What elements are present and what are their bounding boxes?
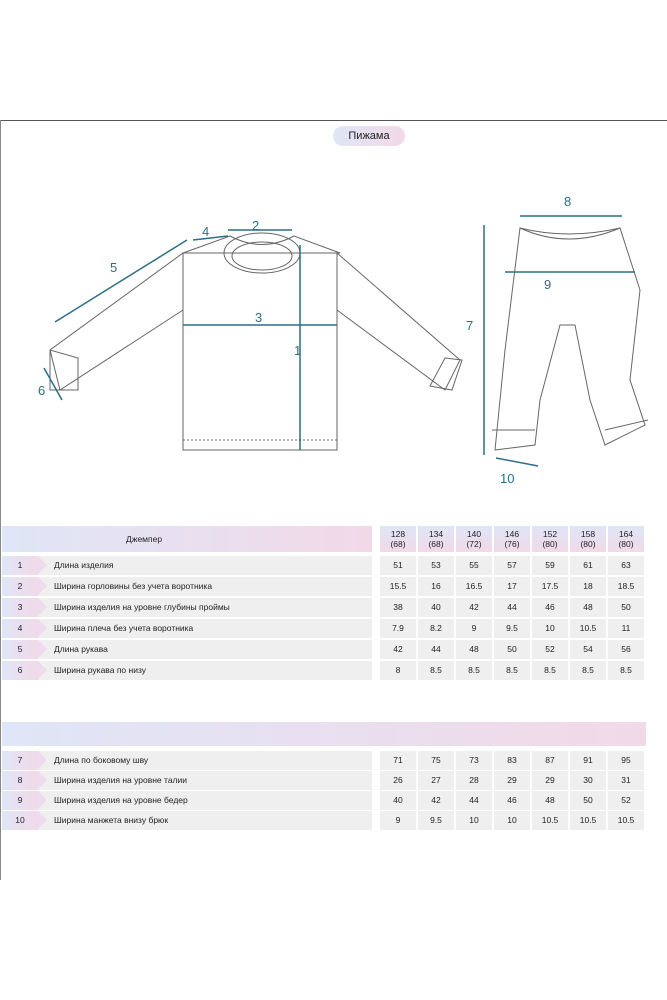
row-number: 3 [2, 598, 38, 617]
row-value: 54 [570, 640, 606, 659]
row-value: 52 [532, 640, 568, 659]
row-value: 44 [456, 791, 492, 810]
size-header-cell [608, 526, 644, 552]
row-value: 63 [608, 556, 644, 575]
table-row [2, 791, 648, 810]
row-number-arrow [38, 791, 47, 809]
row-value: 27 [418, 771, 454, 790]
row-number-arrow [38, 640, 47, 658]
jumper-table-header [2, 526, 372, 552]
row-value: 10.5 [532, 811, 568, 830]
size-sub-value: (80) [580, 539, 596, 549]
table-row [2, 619, 648, 638]
row-value: 26 [380, 771, 416, 790]
dim-label-3: 3 [255, 310, 263, 325]
size-sub-value: (68) [428, 539, 444, 549]
row-label: Ширина манжета внизу брюк [54, 815, 169, 825]
row-label: Длина изделия [54, 560, 114, 570]
size-sub-value: (68) [390, 539, 406, 549]
row-value: 8.5 [418, 661, 454, 680]
row-number-arrow [38, 598, 47, 616]
row-value: 8.5 [456, 661, 492, 680]
row-number-arrow [38, 661, 47, 679]
row-label: Ширина изделия на уровне глубины проймы [54, 602, 230, 612]
measure-line-6 [44, 368, 62, 400]
pants-outline [495, 228, 645, 450]
row-label: Ширина изделия на уровне талии [54, 775, 188, 785]
row-label: Ширина плеча без учета воротника [54, 623, 194, 633]
table-row [2, 640, 648, 659]
row-value: 18 [570, 577, 606, 596]
row-number: 4 [2, 619, 38, 638]
row-value: 87 [532, 751, 568, 770]
row-value: 40 [418, 598, 454, 617]
jumper-collar-inner [232, 242, 292, 270]
row-label: Длина рукава [54, 644, 108, 654]
row-value: 48 [456, 640, 492, 659]
dim-label-1: 1 [294, 343, 302, 358]
row-value: 42 [456, 598, 492, 617]
row-label: Длина по боковому шву [54, 755, 149, 765]
row-value: 17.5 [532, 577, 568, 596]
dim-label-7: 7 [466, 318, 474, 333]
size-header-cell [380, 526, 416, 552]
table-row [2, 771, 648, 790]
row-value: 7.9 [380, 619, 416, 638]
size-value: 140 [466, 529, 482, 539]
row-value: 17 [494, 577, 530, 596]
row-value: 16.5 [456, 577, 492, 596]
row-value: 83 [494, 751, 530, 770]
row-value: 57 [494, 556, 530, 575]
measure-line-10 [496, 458, 538, 466]
row-value: 71 [380, 751, 416, 770]
size-value: 128 [390, 529, 406, 539]
row-value: 91 [570, 751, 606, 770]
page-title: Пижама [333, 126, 405, 146]
row-value: 50 [570, 791, 606, 810]
jumper-right-cuff [430, 358, 462, 390]
row-number: 1 [2, 556, 38, 575]
row-value: 18.5 [608, 577, 644, 596]
row-number-arrow [38, 811, 47, 829]
table-row [2, 577, 648, 596]
dim-label-2: 2 [252, 218, 260, 233]
dim-label-9: 9 [544, 277, 552, 292]
dim-label-8: 8 [564, 194, 572, 209]
size-value: 164 [618, 529, 634, 539]
table-row [2, 751, 648, 770]
row-number-arrow [38, 771, 47, 789]
row-value: 53 [418, 556, 454, 575]
row-value: 44 [494, 598, 530, 617]
row-number: 10 [2, 811, 38, 830]
row-value: 8.5 [532, 661, 568, 680]
row-value: 8 [380, 661, 416, 680]
row-value: 10.5 [570, 811, 606, 830]
frame-top-line [0, 120, 667, 121]
row-value: 46 [494, 791, 530, 810]
row-number-arrow [38, 556, 47, 574]
row-value: 50 [608, 598, 644, 617]
row-number-arrow [38, 751, 47, 769]
row-number: 8 [2, 771, 38, 790]
row-value: 8.5 [570, 661, 606, 680]
row-value: 10.5 [570, 619, 606, 638]
row-number-arrow [38, 577, 47, 595]
row-value: 9 [380, 811, 416, 830]
row-value: 10 [532, 619, 568, 638]
size-sub-value: (80) [542, 539, 558, 549]
row-value: 42 [380, 640, 416, 659]
row-number: 2 [2, 577, 38, 596]
table-row [2, 661, 648, 680]
size-sub-value: (76) [504, 539, 520, 549]
dim-label-4: 4 [202, 224, 210, 239]
pants-cuff-seams [492, 420, 648, 430]
row-value: 10 [456, 811, 492, 830]
row-number: 7 [2, 751, 38, 770]
size-sub-value: (80) [618, 539, 634, 549]
measure-line-4 [193, 236, 228, 240]
row-value: 55 [456, 556, 492, 575]
row-value: 9 [456, 619, 492, 638]
row-value: 42 [418, 791, 454, 810]
size-value: 152 [542, 529, 558, 539]
row-value: 56 [608, 640, 644, 659]
row-value: 73 [456, 751, 492, 770]
row-value: 11 [608, 619, 644, 638]
size-sub-value: (72) [466, 539, 482, 549]
row-label: Ширина горловины без учета воротника [54, 581, 213, 591]
jumper-header-label: Джемпер [126, 534, 163, 544]
row-number: 9 [2, 791, 38, 810]
row-number: 6 [2, 661, 38, 680]
row-value: 10 [494, 811, 530, 830]
dim-label-10: 10 [500, 471, 515, 486]
row-value: 44 [418, 640, 454, 659]
table-row [2, 556, 648, 575]
table-row [2, 811, 648, 830]
garment-diagram [0, 150, 667, 495]
row-number: 5 [2, 640, 38, 659]
row-label: Ширина изделия на уровне бедер [54, 795, 188, 805]
row-value: 9.5 [494, 619, 530, 638]
row-value: 30 [570, 771, 606, 790]
row-value: 29 [532, 771, 568, 790]
row-value: 9.5 [418, 811, 454, 830]
jumper-right-sleeve [337, 253, 460, 390]
row-value: 8.5 [608, 661, 644, 680]
row-value: 51 [380, 556, 416, 575]
jumper-left-cuff [50, 350, 78, 390]
dim-label-5: 5 [110, 260, 118, 275]
size-value: 158 [580, 529, 596, 539]
row-value: 48 [532, 791, 568, 810]
row-value: 59 [532, 556, 568, 575]
pants-table [2, 722, 648, 832]
row-value: 8.2 [418, 619, 454, 638]
dim-label-6: 6 [38, 383, 46, 398]
row-value: 48 [570, 598, 606, 617]
size-header-cell [456, 526, 492, 552]
row-number-arrow [38, 619, 47, 637]
row-value: 16 [418, 577, 454, 596]
table-row [2, 598, 648, 617]
row-label: Ширина рукава по низу [54, 665, 147, 675]
row-value: 95 [608, 751, 644, 770]
jumper-body [183, 253, 337, 450]
size-header-cell [494, 526, 530, 552]
size-header-cell [570, 526, 606, 552]
row-value: 15.5 [380, 577, 416, 596]
row-value: 52 [608, 791, 644, 810]
row-value: 28 [456, 771, 492, 790]
row-value: 46 [532, 598, 568, 617]
jumper-table [2, 526, 648, 686]
row-value: 31 [608, 771, 644, 790]
row-value: 40 [380, 791, 416, 810]
row-value: 8.5 [494, 661, 530, 680]
row-value: 75 [418, 751, 454, 770]
size-header-cell [532, 526, 568, 552]
size-value: 134 [428, 529, 444, 539]
measure-line-5 [55, 240, 187, 322]
row-value: 29 [494, 771, 530, 790]
pants-table-header [2, 722, 646, 746]
row-value: 50 [494, 640, 530, 659]
size-header-cell [418, 526, 454, 552]
size-value: 146 [504, 529, 520, 539]
row-value: 38 [380, 598, 416, 617]
row-value: 10.5 [608, 811, 644, 830]
row-value: 61 [570, 556, 606, 575]
